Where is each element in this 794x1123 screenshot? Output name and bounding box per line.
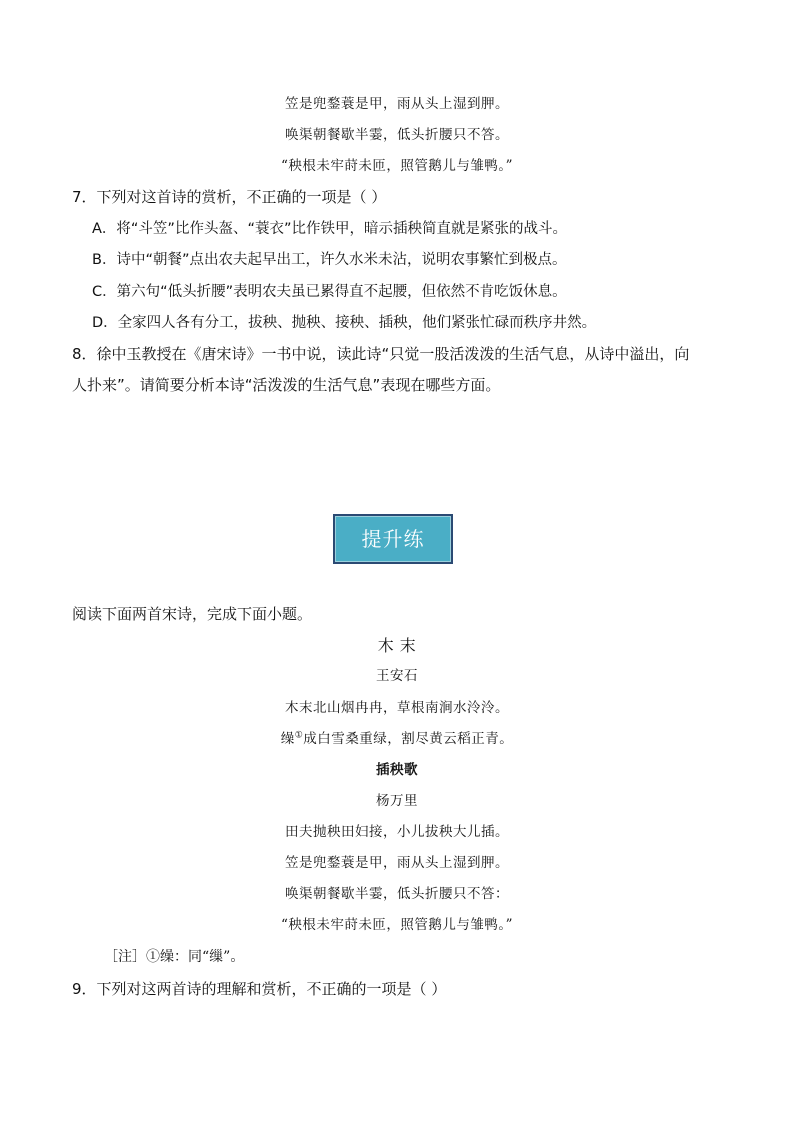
poem-fragment-line-2: 唤渠朝餐歇半霎，低头折腰只不答。 [285, 127, 509, 143]
question-9-stem: 9．下列对这两首诗的理解和赏析，不正确的一项是（ ） [72, 980, 447, 998]
poem-1-line-1: 木末北山烟冉冉，草根南涧水泠泠。 [285, 700, 509, 716]
poem-2-author: 杨万里 [376, 793, 418, 809]
question-8-line-1: 8．徐中玉教授在《唐宋诗》一书中说，读此诗“只觉一股活泼泼的生活气息，从诗中溢出，向 [72, 345, 690, 363]
footnote-marker: ① [294, 730, 304, 741]
question-8-line-2: 人扑来”。请简要分析本诗“活泼泼的生活气息”表现在哪些方面。 [72, 376, 501, 394]
section-title-box: 提升练 [333, 514, 453, 564]
poem-2-title: 插秧歌 [376, 762, 418, 778]
question-7-option-d: D．全家四人各有分工，拔秧、抛秧、接秧、插秧，他们紧张忙碌而秩序井然。 [92, 315, 597, 331]
footnote: ［注］①缲：同“缫”。 [104, 949, 245, 965]
poem-1-author: 王安石 [376, 668, 418, 684]
question-7-option-c: C．第六句“低头折腰”表明农夫虽已累得直不起腰，但依然不肯吃饭休息。 [92, 284, 567, 300]
poem-1-line-2 [0, 730, 794, 747]
poem-1-line-2-start: 缲 [280, 731, 295, 747]
reading-instruction: 阅读下面两首宋诗，完成下面小题。 [72, 605, 313, 623]
poem-1-title: 木 末 [377, 636, 417, 655]
poem-2-line-4: “秧根未牢莳未匝，照管鹅儿与雏鸭。” [280, 917, 514, 933]
question-7-stem: 7．下列对这首诗的赏析，不正确的一项是（ ） [72, 188, 387, 206]
poem-1-line-2-rest: 成白雪桑重绿，割尽黄云稻正青。 [303, 731, 514, 747]
poem-fragment-line-1: 笠是兜鍪蓑是甲，雨从头上湿到胛。 [285, 96, 509, 112]
poem-fragment-line-3: “秧根未牢莳未匝，照管鹅儿与雏鸭。” [280, 158, 514, 174]
poem-2-line-1: 田夫抛秧田妇接，小儿拔秧大儿插。 [285, 824, 509, 840]
poem-2-line-3: 唤渠朝餐歇半霎，低头折腰只不答： [285, 886, 509, 902]
poem-2-line-2: 笠是兜鍪蓑是甲，雨从头上湿到胛。 [285, 855, 509, 871]
question-7-option-a: A．将“斗笠”比作头盔、“蓑衣”比作铁甲，暗示插秧简直就是紧张的战斗。 [92, 221, 567, 237]
question-7-option-b: B．诗中“朝餐”点出农夫起早出工，许久水米未沾，说明农事繁忙到极点。 [92, 252, 567, 268]
